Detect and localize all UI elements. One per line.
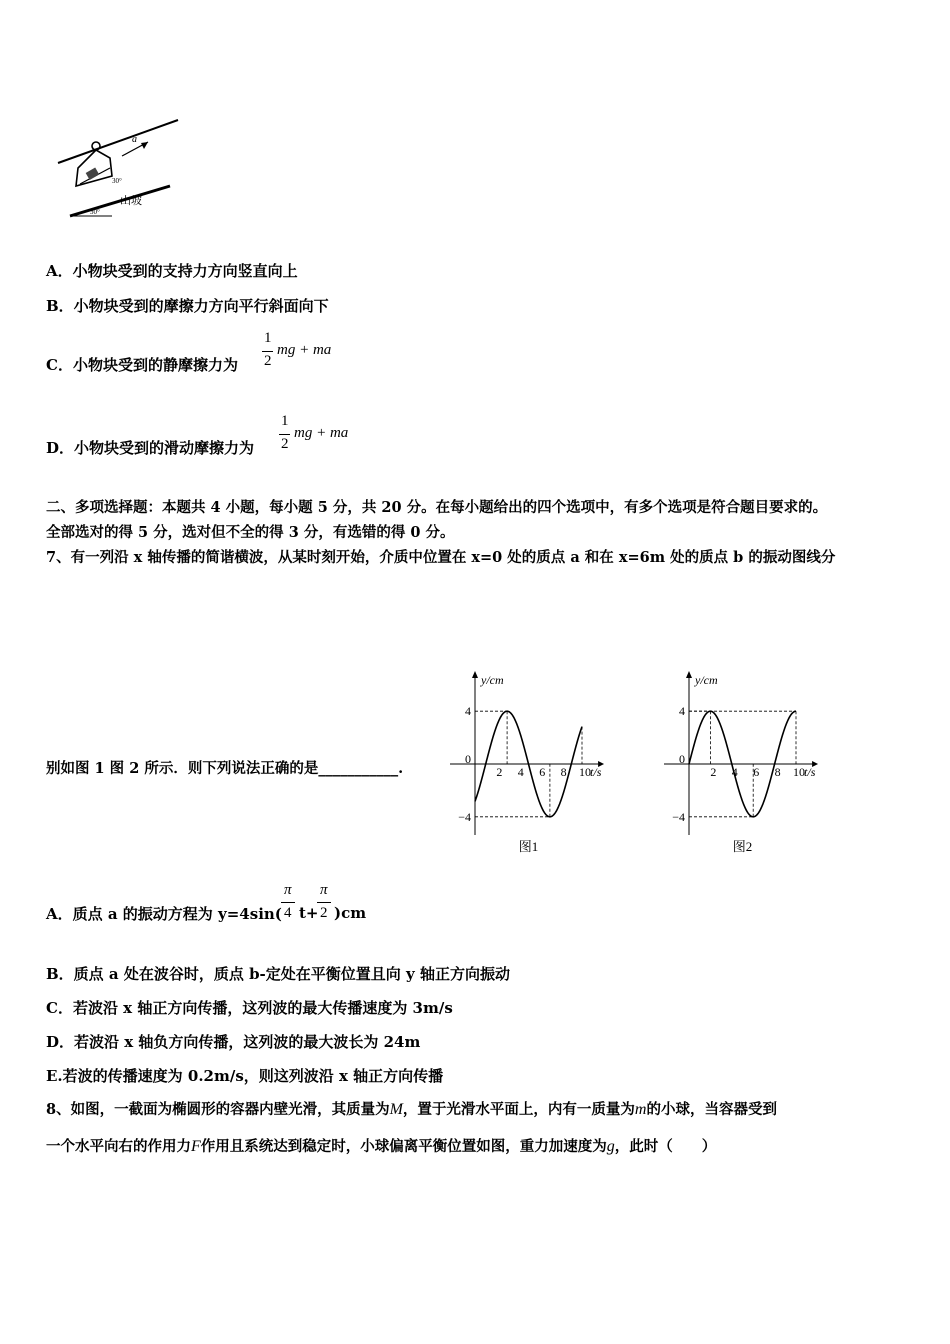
y-tick-label: 0	[465, 752, 471, 766]
q7-stem-line2	[46, 759, 403, 779]
q8-line1	[46, 1100, 777, 1120]
q7-option-a-end: )cm	[334, 904, 367, 922]
x-tick-label: 4	[517, 765, 524, 779]
q7-option-b: B．质点 a 处在波谷时，质点 b-定处在平衡位置且向 y 轴正方向振动	[46, 965, 510, 983]
accel-label: a	[132, 134, 137, 145]
incline-figure	[50, 118, 190, 223]
x-tick-label: 10	[793, 765, 805, 779]
section2-line1: 二、多项选择题：本题共 4 小题，每小题 5 分，共 20 分。在每小题给出的四个选项中，有多个选项是符合题目要求的。	[46, 499, 828, 516]
q8-text-6: ，此时（ ）	[614, 1138, 717, 1155]
section2-line2: 全部选对的得 5 分，选对但不全的得 3 分，有选错的得 0 分。	[46, 524, 455, 541]
q8-var-M: M	[389, 1101, 403, 1118]
q7-option-a-prefix: A．质点 a 的振动方程为 y=4sin(	[46, 905, 282, 923]
frac-bar	[279, 434, 290, 435]
y-axis-label: y/cm	[695, 673, 718, 687]
q7-option-a-formula	[280, 882, 370, 928]
q8-text-2: ，置于光滑水平面上，内有一质量为	[402, 1101, 635, 1118]
frac-bar-2	[317, 902, 331, 903]
q8-var-F: F	[191, 1138, 201, 1155]
frac-numerator: 1	[281, 413, 289, 429]
q7-option-a-mid: t+	[299, 904, 319, 922]
x-tick-label: 6	[539, 765, 546, 779]
frac-denominator: 2	[264, 353, 272, 369]
pi-numerator-1: π	[284, 882, 292, 898]
q8-text-5: 作用且系统达到稳定时，小球偏离平衡位置如图，重力加速度为	[200, 1138, 607, 1155]
frac-den-2: 2	[320, 905, 328, 921]
q7-option-c: C．若波沿 x 轴正方向传播，这列波的最大传播速度为 3m/s	[46, 999, 453, 1017]
q7-option-a	[46, 904, 282, 924]
q7-stem2-text: 别如图 1 图 2 所示．则下列说法正确的是	[46, 760, 319, 777]
x-tick-label: 6	[753, 765, 760, 779]
x-tick-label: 8	[774, 765, 781, 779]
x-tick-label: 8	[560, 765, 567, 779]
y-tick-label: 0	[679, 752, 685, 766]
q6-option-c-formula	[262, 330, 372, 376]
q7-answer-blank: ___________	[318, 760, 399, 777]
y-tick-label: −4	[672, 809, 685, 824]
q8-var-g: g	[606, 1138, 615, 1155]
x-tick-label: 2	[496, 765, 503, 779]
vibration-chart-1	[448, 665, 663, 860]
q8-text-1: 8、如图，一截面为椭圆形的容器内壁光滑，其质量为	[46, 1101, 390, 1118]
q6-option-d: D．小物块受到的滑动摩擦力为	[46, 439, 255, 457]
formula-tail: mg + ma	[294, 425, 349, 441]
x-axis-label: t/s	[804, 765, 816, 779]
y-axis-arrow	[686, 671, 692, 678]
q7-option-e: E.若波的传播速度为 0.2m/s，则这列波沿 x 轴正方向传播	[46, 1067, 444, 1085]
q8-text-4: 一个水平向右的作用力	[46, 1138, 191, 1155]
formula-tail: mg + ma	[277, 342, 332, 358]
chart-caption: 图1	[518, 839, 539, 854]
q7-stem-line1: 7、有一列沿 x 轴传播的简谐横波，从某时刻开始，介质中位置在 x=0 处的质点 a 和在 x=6m 处的质点 b 的振动图线分	[46, 549, 836, 566]
q8-var-m: m	[634, 1101, 647, 1118]
q6-option-a: A．小物块受到的支持力方向竖直向上	[46, 262, 298, 280]
x-tick-label: 2	[710, 765, 717, 779]
y-tick-label: 4	[679, 704, 685, 719]
angle-label-top: 30°	[112, 177, 122, 185]
angle-label-bottom: 30°	[90, 208, 100, 216]
y-axis-arrow	[472, 671, 478, 678]
q8-line2	[46, 1137, 716, 1157]
chart-caption: 图2	[732, 839, 753, 854]
q8-text-3: 的小球，当容器受到	[646, 1101, 777, 1118]
frac-den-4: 4	[284, 905, 292, 921]
frac-denominator: 2	[281, 436, 289, 452]
q7-stem2-end: .	[398, 760, 404, 777]
q7-option-d: D．若波沿 x 轴负方向传播，这列波的最大波长为 24m	[46, 1033, 421, 1051]
frac-bar	[262, 351, 273, 352]
x-axis-label: t/s	[590, 765, 602, 779]
vibration-chart-2	[662, 665, 882, 860]
y-tick-label: 4	[465, 704, 471, 719]
pi-numerator-2: π	[320, 882, 328, 898]
q6-option-b: B．小物块受到的摩擦力方向平行斜面向下	[46, 297, 329, 315]
y-axis-label: y/cm	[481, 673, 504, 687]
q6-option-c: C．小物块受到的静摩擦力为	[46, 356, 238, 374]
y-tick-label: −4	[458, 809, 471, 824]
slope-label: 山坡	[120, 195, 142, 207]
frac-numerator: 1	[264, 330, 272, 346]
x-tick-label: 10	[579, 765, 591, 779]
q6-option-d-formula	[279, 413, 389, 459]
frac-bar-1	[281, 902, 295, 903]
x-tick-label: 4	[731, 765, 738, 779]
